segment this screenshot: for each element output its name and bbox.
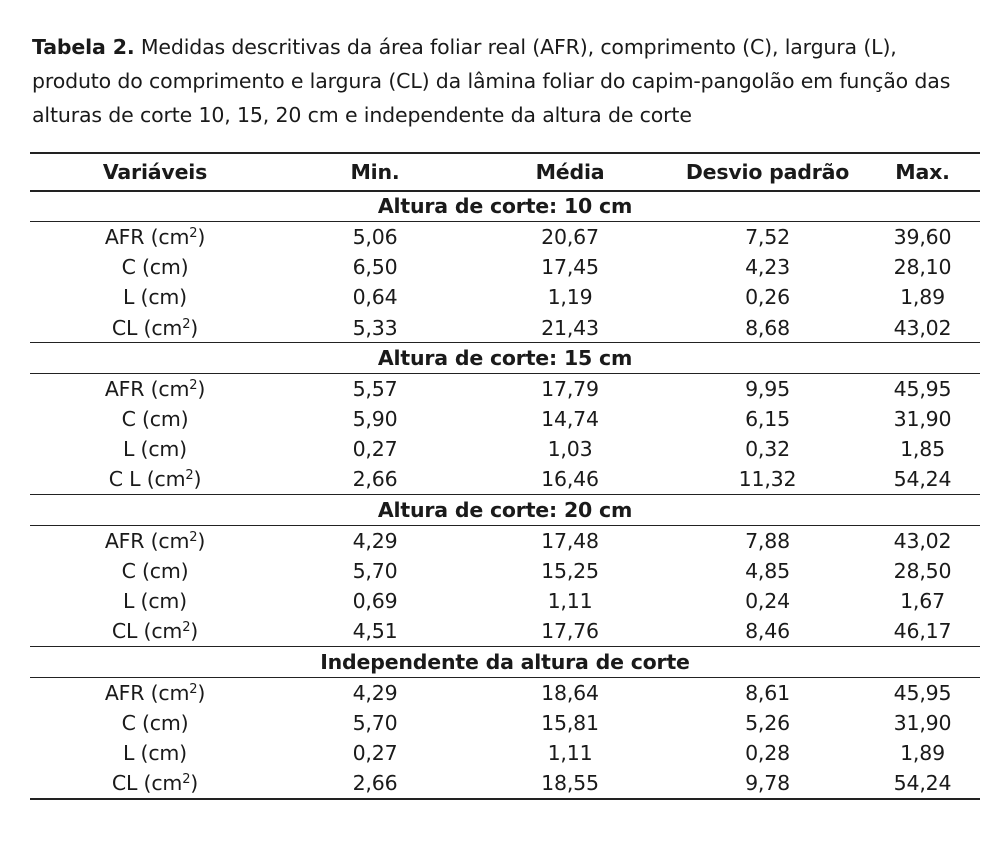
variable-label: AFR (cm [104,376,190,401]
variable-label-close: ) [190,619,199,644]
cell-variable [30,404,280,434]
variable-label: L (cm) [123,741,187,766]
table-row [30,282,980,312]
variable-label-close: ) [197,528,206,553]
cell-variable [30,282,280,312]
variable-label-close: ) [193,467,202,492]
cell-max: 54,24 [865,768,980,798]
cell-min: 5,06 [352,224,398,249]
cell-max: 43,02 [893,315,952,340]
cell-min: 5,33 [352,315,398,340]
cell-media: 15,25 [541,558,599,583]
cell-variable [30,677,280,707]
cell-desvio-padrao: 4,23 [745,254,790,279]
table-row [30,616,980,646]
cell-min: 5,70 [352,558,398,583]
cell-variable [30,708,280,738]
cell-media: 16,46 [541,467,599,492]
header-variaveis: Variáveis [30,153,280,191]
descriptive-stats-table [30,152,980,800]
unit-superscript: 2 [185,468,194,484]
cell-media: 14,74 [541,406,599,431]
section-title: Altura de corte: 10 cm [30,191,980,221]
unit-superscript: 2 [189,529,198,545]
cell-variable [30,616,280,646]
variable-label: CL (cm [111,771,183,796]
section-row [30,191,980,221]
unit-superscript: 2 [189,225,198,241]
descriptive-stats-table-container [30,152,980,800]
cell-desvio-padrao: 7,88 [745,528,790,553]
table-row [30,465,980,495]
table-row [30,313,980,343]
table-row [30,677,980,707]
table-body [30,191,980,799]
cell-desvio-padrao: 4,85 [745,558,790,583]
cell-max: 31,90 [893,406,952,431]
variable-label: CL (cm [111,315,183,340]
cell-min: 5,70 [352,710,398,735]
cell-min: 6,50 [352,254,398,279]
unit-superscript: 2 [182,620,191,636]
table-caption [32,30,982,132]
cell-max: 1,89 [900,285,945,310]
cell-media: 1,11 [547,589,593,614]
cell-max: 28,50 [893,558,952,583]
cell-media: 21,43 [541,315,599,340]
cell-desvio-padrao: 0,32 [745,437,790,462]
cell-desvio-padrao: 0,26 [745,285,790,310]
cell-max: 45,95 [893,680,952,705]
cell-variable [30,221,280,251]
cell-min: 5,57 [352,376,398,401]
cell-media: 15,81 [541,710,599,735]
caption-label: Tabela 2. [32,35,135,59]
header-media: Média [470,153,670,191]
table-row [30,404,980,434]
unit-superscript: 2 [189,377,198,393]
table-row [30,525,980,555]
caption-text: Medidas descritivas da área foliar real (AFR), comprimento (C), largura (L), produto do comprimento e largura (CL) da lâmina foliar do capim-pangolão em função das alturas de corte 10, 15, 20 cm e independente da altura de corte [32,35,951,127]
cell-min: 4,29 [352,528,398,553]
variable-label: C (cm) [121,406,189,431]
cell-min: 2,66 [280,768,470,798]
table-row [30,586,980,616]
cell-media: 17,79 [541,376,599,401]
section-row [30,495,980,525]
cell-variable [30,313,280,343]
cell-variable [30,586,280,616]
table-row [30,708,980,738]
header-min: Min. [280,153,470,191]
cell-media: 1,19 [547,285,593,310]
section-row [30,343,980,373]
cell-media: 18,64 [541,680,599,705]
cell-desvio-padrao: 9,78 [670,768,865,798]
cell-max: 28,10 [893,254,952,279]
variable-label: L (cm) [123,589,187,614]
variable-label: AFR (cm [104,224,190,249]
table-row [30,252,980,282]
cell-max: 54,24 [893,467,952,492]
cell-max: 1,89 [900,741,945,766]
variable-label: AFR (cm [104,528,190,553]
variable-label: L (cm) [123,437,187,462]
cell-max: 1,67 [900,589,945,614]
header-desvio-padrao: Desvio padrão [670,153,865,191]
unit-superscript: 2 [182,772,191,788]
table-row [30,434,980,464]
cell-min: 0,64 [352,285,398,310]
variable-label: AFR (cm [104,680,190,705]
cell-min: 0,69 [352,589,398,614]
cell-desvio-padrao: 11,32 [738,467,797,492]
cell-desvio-padrao: 8,68 [745,315,790,340]
cell-max: 43,02 [893,528,952,553]
variable-label-close: ) [197,224,206,249]
variable-label: C (cm) [121,710,189,735]
header-row [30,153,980,191]
cell-media: 17,76 [541,619,599,644]
cell-media: 17,48 [541,528,599,553]
cell-desvio-padrao: 8,61 [745,680,790,705]
cell-variable [30,373,280,403]
cell-max: 46,17 [893,619,952,644]
section-title: Altura de corte: 20 cm [30,495,980,525]
table-row [30,221,980,251]
cell-variable [30,556,280,586]
variable-label-close: ) [190,771,199,796]
cell-max: 31,90 [893,710,952,735]
cell-variable [30,738,280,768]
unit-superscript: 2 [189,681,198,697]
variable-label: C L (cm [108,467,186,492]
section-title: Altura de corte: 15 cm [30,343,980,373]
variable-label-close: ) [197,680,206,705]
cell-min: 2,66 [352,467,398,492]
cell-desvio-padrao: 5,26 [745,710,790,735]
variable-label: CL (cm [111,619,183,644]
cell-min: 4,29 [352,680,398,705]
cell-desvio-padrao: 6,15 [745,406,790,431]
cell-variable [30,465,280,495]
variable-label-close: ) [190,315,199,340]
header-max: Max. [865,153,980,191]
cell-desvio-padrao: 0,24 [745,589,790,614]
variable-label: C (cm) [121,254,189,279]
variable-label: L (cm) [123,285,187,310]
cell-min: 4,51 [352,619,398,644]
cell-variable [30,768,280,798]
cell-min: 0,27 [352,437,398,462]
cell-media: 1,11 [547,741,593,766]
cell-desvio-padrao: 7,52 [745,224,790,249]
cell-media: 18,55 [470,768,670,798]
cell-desvio-padrao: 8,46 [745,619,790,644]
cell-desvio-padrao: 9,95 [745,376,790,401]
cell-media: 17,45 [541,254,599,279]
cell-media: 1,03 [547,437,593,462]
cell-variable [30,252,280,282]
variable-label-close: ) [197,376,206,401]
cell-variable [30,525,280,555]
section-row [30,647,980,677]
cell-desvio-padrao: 0,28 [745,741,790,766]
cell-min: 0,27 [352,741,398,766]
variable-label: C (cm) [121,558,189,583]
table-row [30,738,980,768]
cell-min: 5,90 [352,406,398,431]
cell-max: 39,60 [893,224,952,249]
section-title: Independente da altura de corte [30,647,980,677]
table-row [30,373,980,403]
table-row [30,768,980,798]
cell-max: 1,85 [900,437,945,462]
cell-variable [30,434,280,464]
cell-max: 45,95 [893,376,952,401]
cell-media: 20,67 [541,224,599,249]
unit-superscript: 2 [182,316,191,332]
table-row [30,556,980,586]
